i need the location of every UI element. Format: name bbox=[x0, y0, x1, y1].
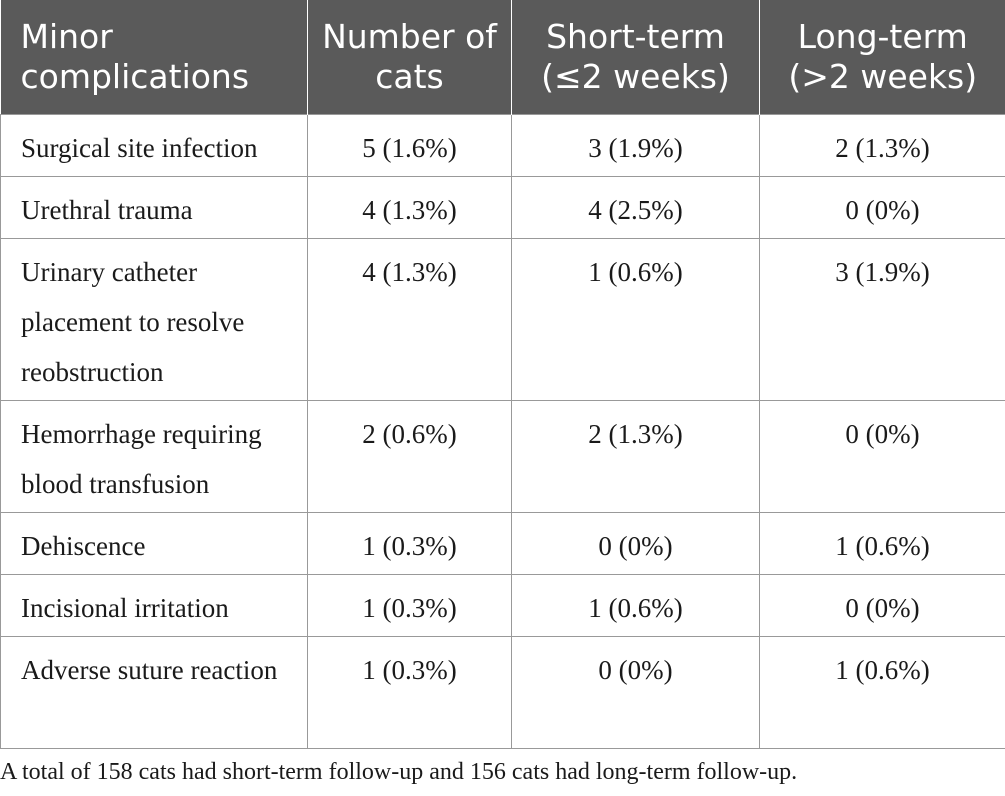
complication-cell: Hemorrhage requiring blood transfusion bbox=[1, 400, 308, 512]
table-header bbox=[1, 0, 1005, 114]
table-row bbox=[1, 114, 1005, 176]
table-row bbox=[1, 238, 1005, 400]
table-row bbox=[1, 636, 1005, 748]
header-minor-complications: Minor complications bbox=[1, 0, 308, 114]
header-long-term: Long-term (>2 weeks) bbox=[760, 0, 1005, 114]
number-of-cats-cell: 2 (0.6%) bbox=[308, 400, 512, 512]
table-body bbox=[1, 114, 1005, 748]
short-term-cell: 3 (1.9%) bbox=[512, 114, 760, 176]
short-term-cell: 2 (1.3%) bbox=[512, 400, 760, 512]
short-term-cell: 1 (0.6%) bbox=[512, 238, 760, 400]
complication-cell: Incisional irritation bbox=[1, 574, 308, 636]
long-term-cell: 0 (0%) bbox=[760, 176, 1005, 238]
complication-cell: Surgical site infection bbox=[1, 114, 308, 176]
complication-cell: Adverse suture reaction bbox=[1, 636, 308, 748]
table-row bbox=[1, 512, 1005, 574]
short-term-cell: 0 (0%) bbox=[512, 512, 760, 574]
complication-cell: Urethral trauma bbox=[1, 176, 308, 238]
long-term-cell: 0 (0%) bbox=[760, 574, 1005, 636]
long-term-cell: 3 (1.9%) bbox=[760, 238, 1005, 400]
short-term-cell: 4 (2.5%) bbox=[512, 176, 760, 238]
number-of-cats-cell: 4 (1.3%) bbox=[308, 238, 512, 400]
number-of-cats-cell: 1 (0.3%) bbox=[308, 636, 512, 748]
complication-cell: Dehiscence bbox=[1, 512, 308, 574]
complication-cell: Urinary catheter placement to resolve reobstruction bbox=[1, 238, 308, 400]
table-row bbox=[1, 574, 1005, 636]
table-row bbox=[1, 400, 1005, 512]
number-of-cats-cell: 1 (0.3%) bbox=[308, 574, 512, 636]
short-term-cell: 0 (0%) bbox=[512, 636, 760, 748]
table-footnote: A total of 158 cats had short-term follow-up and 156 cats had long-term follow-up. bbox=[0, 759, 798, 785]
long-term-cell: 1 (0.6%) bbox=[760, 512, 1005, 574]
short-term-cell: 1 (0.6%) bbox=[512, 574, 760, 636]
number-of-cats-cell: 5 (1.6%) bbox=[308, 114, 512, 176]
number-of-cats-cell: 1 (0.3%) bbox=[308, 512, 512, 574]
number-of-cats-cell: 4 (1.3%) bbox=[308, 176, 512, 238]
header-row bbox=[1, 0, 1005, 114]
long-term-cell: 0 (0%) bbox=[760, 400, 1005, 512]
table-row bbox=[1, 176, 1005, 238]
long-term-cell: 2 (1.3%) bbox=[760, 114, 1005, 176]
long-term-cell: 1 (0.6%) bbox=[760, 636, 1005, 748]
header-number-of-cats: Number of cats bbox=[308, 0, 512, 114]
header-short-term: Short-term (≤2 weeks) bbox=[512, 0, 760, 114]
